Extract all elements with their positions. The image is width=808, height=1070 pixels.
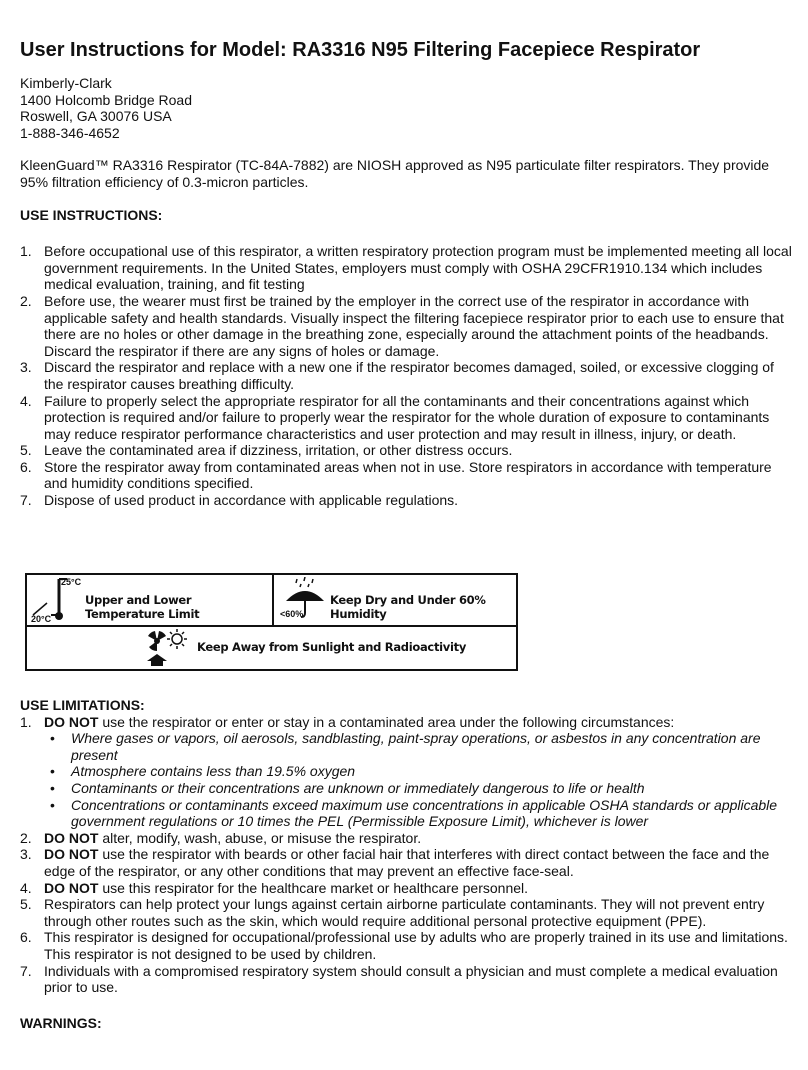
list-item	[20, 243, 792, 293]
item-text: Before use, the wearer must first be trained by the employer in the correct use of the respirator in accordance with applicable safety and health standards. Visually inspect the filtering facepiece respirator prior to each use to ensure that there are no holes or other damage in the breathing zone, especially around the attachment points of the headbands. Discard the respirator if there are any signs of holes or damage.	[44, 292, 784, 359]
item-number: 6.	[20, 929, 32, 946]
item-text: Leave the contaminated area if dizziness, irritation, or other distress occurs.	[44, 442, 513, 459]
list-item	[20, 846, 792, 879]
address-block	[20, 75, 792, 141]
item-number: 5.	[20, 442, 32, 459]
bullet-item	[20, 797, 792, 830]
address-company: Kimberly-Clark	[20, 75, 112, 91]
item-number: 1.	[20, 243, 32, 260]
item-text: Failure to properly select the appropriate respirator for all the contaminants and their concentrations against which protection is required and/or failure to properly wear the respirator for the whole duration of exposure to contaminants may reduce respirator performance characteristics and user protection and may result in illness, injury, or death.	[44, 392, 770, 442]
document-page	[20, 38, 792, 1031]
bullet-dot: •	[50, 763, 55, 780]
item-text: use the respirator or enter or stay in a contaminated area under the following circumstances:	[98, 713, 675, 730]
item-number: 4.	[20, 392, 32, 409]
circumstances-list	[20, 730, 792, 830]
item-text: Dispose of used product in accordance with applicable regulations.	[44, 492, 459, 509]
item-number: 2.	[20, 829, 32, 846]
bullet-item	[20, 730, 792, 763]
item-text: Individuals with a compromised respiratory system should consult a physician and must complete a medical evaluation prior to use.	[44, 962, 778, 996]
item-number: 7.	[20, 962, 32, 979]
temp-low-value: 20°C	[31, 614, 52, 624]
item-number: 2.	[20, 292, 32, 309]
list-item	[20, 896, 792, 929]
address-city: Roswell, GA 30076 USA	[20, 108, 172, 125]
storage-symbols-box	[25, 573, 518, 671]
bullet-group	[20, 730, 792, 830]
sunlight-label: Keep Away from Sunlight and Radioactivity	[197, 640, 467, 654]
bullet-dot: •	[50, 796, 55, 813]
document-title: User Instructions for Model: RA3316 N95 Filtering Facepiece Respirator	[20, 39, 701, 61]
bullet-text: Where gases or vapors, oil aerosols, sandblasting, paint-spray operations, or asbestos in any concentration are present	[71, 730, 761, 763]
item-number: 3.	[20, 359, 32, 376]
item-number: 7.	[20, 492, 32, 509]
item-text: Discard the respirator and replace with a new one if the respirator becomes damaged, soiled, or excessive clogging of the respirator causes breathing difficulty.	[44, 359, 774, 392]
use-limitations-section	[20, 697, 792, 996]
bullet-dot: •	[50, 779, 55, 796]
bullet-text: Contaminants or their concentrations are unknown or immediately dangerous to life or health	[71, 779, 645, 796]
item-number: 3.	[20, 846, 32, 863]
temp-high-value: 25°C	[61, 577, 82, 587]
item-text: alter, modify, wash, abuse, or misuse the respirator.	[98, 829, 422, 846]
item-number: 5.	[20, 896, 32, 913]
list-item	[20, 963, 792, 996]
list-item	[20, 293, 792, 359]
list-item	[20, 929, 792, 962]
item-text: use this respirator for the healthcare market or healthcare personnel.	[98, 879, 529, 896]
item-number: 1.	[20, 713, 32, 730]
symbols-bottom-row	[27, 627, 516, 669]
address-phone: 1-888-346-4652	[20, 124, 120, 141]
use-limitations-list	[20, 714, 792, 996]
list-item	[20, 880, 792, 897]
humidity-value: <60%	[280, 609, 304, 619]
bullet-dot: •	[50, 730, 55, 747]
do-not-label: DO NOT	[44, 879, 99, 896]
bullet-text: Atmosphere contains less than 19.5% oxygen	[71, 763, 356, 780]
temperature-label: Upper and Lower Temperature Limit	[85, 593, 200, 621]
use-limitations-heading: USE LIMITATIONS:	[20, 697, 145, 713]
list-item	[20, 393, 792, 443]
item-text: Store the respirator away from contaminated areas when not in use. Store respirators in accordance with temperature and humidity conditions specified.	[44, 458, 772, 492]
symbols-top-row	[27, 575, 516, 627]
list-item	[20, 459, 792, 492]
temperature-cell	[27, 575, 274, 625]
list-item	[20, 359, 792, 392]
warnings-heading: WARNINGS:	[20, 1015, 102, 1031]
list-item	[20, 442, 792, 459]
item-text: This respirator is designed for occupational/professional use by adults who are properly trained in its use and limitations. This respirator is not designed to be used by children.	[44, 929, 788, 962]
item-text: Respirators can help protect your lungs against certain airborne particulate contaminants. They will not prevent entry through other routes such as the skin, which would require additional personal protective equipment (PPE).	[44, 896, 765, 929]
intro-paragraph: KleenGuard™ RA3316 Respirator (TC-84A-7882) are NIOSH approved as N95 particulate filter respirators. They provide 95% filtration efficiency of 0.3-micron particles.	[20, 157, 770, 190]
use-instructions-list	[20, 243, 792, 509]
use-instructions-heading: USE INSTRUCTIONS:	[20, 206, 163, 223]
list-item	[20, 830, 792, 847]
do-not-label: DO NOT	[44, 846, 99, 863]
bullet-text: Concentrations or contaminants exceed maximum use concentrations in applicable OSHA standards or applicable government regulations or 10 times the PEL (Permissible Exposure Limit), whichever is lower	[71, 796, 778, 830]
address-street: 1400 Holcomb Bridge Road	[20, 91, 192, 108]
item-number: 6.	[20, 458, 32, 475]
item-number: 4.	[20, 879, 32, 896]
bullet-item	[20, 763, 792, 780]
humidity-cell	[274, 575, 518, 625]
bullet-item	[20, 780, 792, 797]
list-item	[20, 714, 792, 731]
item-text: Before occupational use of this respirator, a written respiratory protection program must be implemented meeting all local government requirements. In the United States, employers must comply with OSHA 29CFR1910.134 which includes medical evaluation, training, and fit testing	[44, 243, 792, 293]
do-not-label: DO NOT	[44, 829, 99, 846]
sunlight-radioactivity-icon	[143, 627, 191, 667]
list-item	[20, 492, 792, 509]
humidity-label: Keep Dry and Under 60% Humidity	[330, 593, 486, 621]
do-not-label: DO NOT	[44, 713, 99, 730]
item-text: use the respirator with beards or other facial hair that interferes with direct contact between the face and the edge of the respirator, or any other conditions that may prevent an effective face-seal.	[44, 846, 770, 879]
